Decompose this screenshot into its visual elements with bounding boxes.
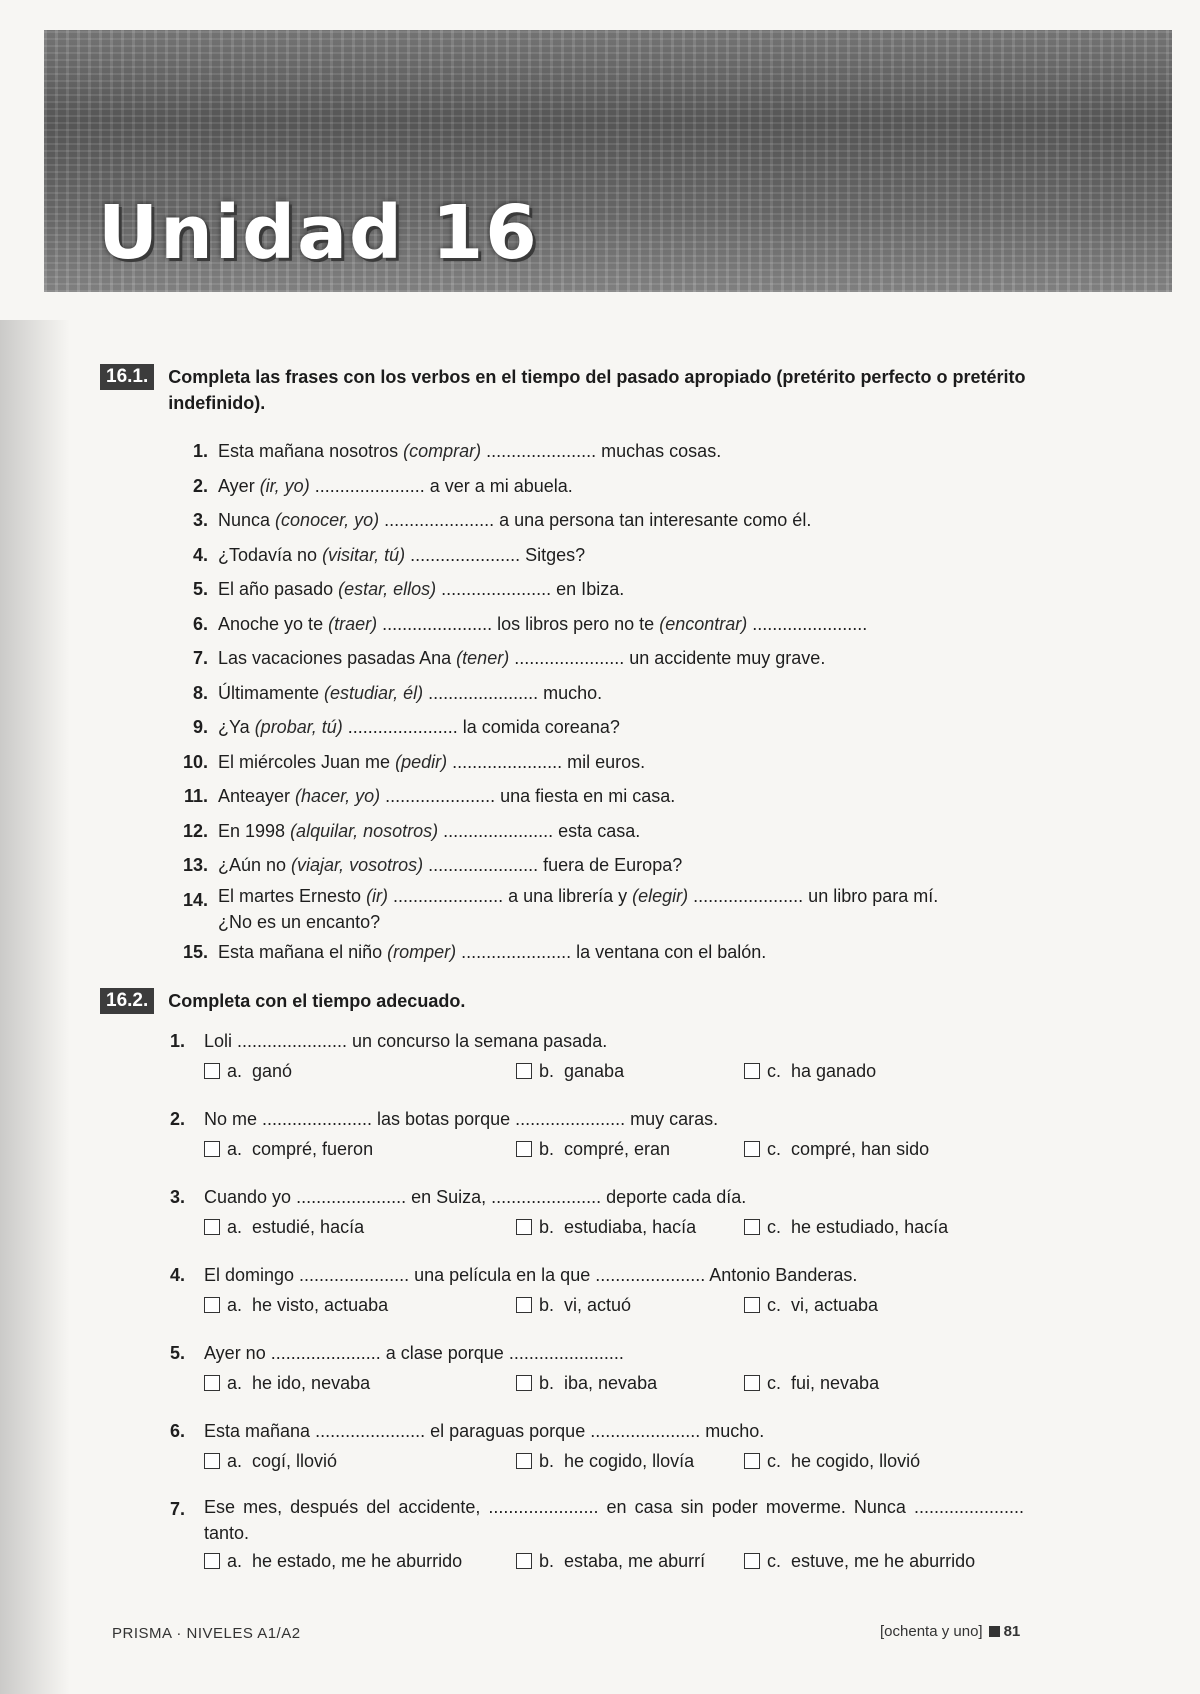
option-a[interactable] (204, 1546, 516, 1576)
sentence-text: Anoche yo te (218, 613, 329, 634)
item-sentence (218, 676, 1060, 711)
verb-hint: (elegir) (632, 885, 689, 906)
option-a[interactable] (204, 1134, 516, 1164)
checkbox-icon[interactable] (204, 1375, 220, 1391)
question-item (170, 1494, 1060, 1576)
option-letter: a. (227, 1217, 243, 1237)
exercise-header (100, 988, 1060, 1014)
verb-hint: (probar, tú) (254, 717, 343, 737)
footer-page (880, 1623, 1020, 1640)
question-stem (170, 1260, 1060, 1290)
sentence-line (218, 476, 573, 496)
sentence-text: ...................... a una persona tan interesante como él. (379, 510, 812, 530)
sentence-text: ...................... la ventana con el balón. (456, 941, 767, 962)
sentence-line (218, 545, 585, 565)
item-sentence (218, 538, 1060, 573)
item-number: 4. (170, 1265, 186, 1285)
option-letter: a. (227, 1061, 243, 1081)
option-c[interactable] (744, 1446, 920, 1476)
option-letter: a. (227, 1139, 243, 1159)
verb-hint: (ir) (366, 885, 389, 906)
sentence-text: ...................... en Ibiza. (436, 579, 625, 599)
checkbox-icon[interactable] (204, 1453, 220, 1469)
option-letter: c. (767, 1451, 782, 1471)
sentence-text: ...................... mucho. (423, 682, 603, 703)
option-letter: a. (227, 1551, 243, 1571)
sentence-text: ...................... Sitges? (405, 544, 586, 565)
checkbox-icon[interactable] (204, 1297, 220, 1313)
sentence-text: ¿Aún no (218, 855, 292, 875)
sentence-text: Últimamente (218, 682, 325, 703)
checkbox-icon[interactable] (516, 1375, 532, 1391)
option-c[interactable] (744, 1212, 948, 1242)
option-text: ganaba (564, 1061, 625, 1081)
option-letter: b. (539, 1217, 555, 1237)
item-number: 2. (192, 475, 208, 496)
option-b[interactable] (516, 1446, 744, 1476)
item-number: 5. (170, 1343, 186, 1363)
exercise-instruction: Completa con el tiempo adecuado. (168, 991, 466, 1011)
sentence-text: ...................... muchas cosas. (481, 441, 722, 461)
option-letter: c. (767, 1551, 782, 1571)
checkbox-icon[interactable] (204, 1219, 220, 1235)
sentence-text: Nunca (218, 510, 276, 530)
option-a[interactable] (204, 1056, 516, 1086)
sentence-line (218, 683, 602, 703)
answer-options (204, 1134, 1060, 1164)
question-text: Ese mes, después del accidente, ...................... en casa sin poder moverme. Nunca ...................... tanto. (204, 1497, 1024, 1543)
square-icon (989, 1626, 1000, 1637)
option-text: he cogido, llovió (791, 1451, 921, 1471)
list-item (100, 935, 1060, 970)
item-sentence (218, 469, 1060, 504)
sentence-line: ¿No es un encanto? (218, 911, 381, 932)
sentence-text: ¿Ya (218, 717, 255, 737)
item-sentence (218, 848, 1060, 883)
list-item (100, 434, 1060, 469)
answer-options (204, 1368, 1060, 1398)
list-item (100, 641, 1060, 676)
question-text: El domingo ...................... una película en la que ...................... Antonio Banderas. (204, 1265, 858, 1285)
option-letter: a. (227, 1295, 243, 1315)
sentence-text: ¿Todavía no (218, 544, 323, 565)
option-text: he visto, actuaba (252, 1295, 389, 1315)
option-text: vi, actuó (564, 1295, 632, 1315)
option-text: estaba, me aburrí (564, 1551, 706, 1571)
option-text: compré, eran (564, 1139, 671, 1159)
exercise-16-1 (100, 364, 1060, 969)
sentence-text: ...................... mil euros. (447, 751, 646, 772)
checkbox-icon[interactable] (516, 1219, 532, 1235)
sentence-text: ...................... fuera de Europa? (423, 855, 683, 875)
list-item (100, 745, 1060, 780)
option-letter: b. (539, 1373, 555, 1393)
option-b[interactable] (516, 1056, 744, 1086)
sentence-text: ...................... a ver a mi abuela. (309, 475, 573, 496)
option-text: estuve, me he aburrido (791, 1551, 976, 1571)
question-stem (170, 1182, 1060, 1212)
answer-options (204, 1446, 1060, 1476)
option-letter: a. (227, 1373, 243, 1393)
item-number: 14. (182, 889, 208, 910)
option-letter: c. (767, 1295, 782, 1315)
checkbox-icon[interactable] (204, 1141, 220, 1157)
checkbox-icon[interactable] (204, 1063, 220, 1079)
item-sentence (218, 641, 1060, 676)
list-item (100, 607, 1060, 642)
option-c[interactable] (744, 1368, 879, 1398)
option-a[interactable] (204, 1368, 516, 1398)
question-stem (170, 1416, 1060, 1446)
verb-hint: (traer) (328, 613, 378, 634)
checkbox-icon[interactable] (516, 1553, 532, 1569)
verb-hint: (visitar, tú) (322, 544, 406, 565)
option-letter: c. (767, 1061, 782, 1081)
option-letter: b. (539, 1295, 555, 1315)
sentence-text: En 1998 (218, 820, 291, 841)
checkbox-icon[interactable] (516, 1141, 532, 1157)
question-item (170, 1260, 1060, 1320)
sentence-text: Ayer (218, 475, 260, 496)
exercise-items (100, 434, 1060, 969)
checkbox-icon[interactable] (516, 1063, 532, 1079)
option-letter: b. (539, 1551, 555, 1571)
sentence-line (218, 614, 867, 634)
option-b[interactable] (516, 1212, 744, 1242)
verb-hint: (pedir) (395, 751, 448, 772)
checkbox-icon[interactable] (744, 1063, 760, 1079)
footer-page-words: [ochenta y uno] (880, 1623, 983, 1640)
option-text: he estudiado, hacía (791, 1217, 949, 1237)
unit-banner (44, 30, 1172, 292)
sentence-text: Esta mañana nosotros (218, 441, 404, 461)
list-item (100, 469, 1060, 504)
list-item (100, 572, 1060, 607)
option-letter: b. (539, 1061, 555, 1081)
option-c[interactable] (744, 1290, 878, 1320)
item-number: 11. (183, 786, 208, 806)
sentence-line (218, 717, 620, 737)
item-number: 3. (192, 510, 208, 530)
verb-hint: (comprar) (403, 441, 482, 461)
checkbox-icon[interactable] (516, 1297, 532, 1313)
sentence-text: ...................... los libros pero no te (377, 613, 660, 634)
item-number: 5. (192, 579, 208, 599)
unit-title: Unidad 16 (98, 190, 539, 276)
verb-hint: (viajar, vosotros) (291, 855, 424, 875)
question-text: Cuando yo ...................... en Suiza, ...................... deporte cada día. (204, 1187, 747, 1207)
option-text: fui, nevaba (791, 1373, 880, 1393)
item-sentence (218, 607, 1060, 642)
sentence-text: ...................... a una librería y (388, 885, 633, 906)
answer-options (204, 1290, 1060, 1320)
option-letter: c. (767, 1139, 782, 1159)
option-b[interactable] (516, 1290, 744, 1320)
option-letter: b. (539, 1139, 555, 1159)
item-number: 6. (192, 613, 208, 634)
option-a[interactable] (204, 1446, 516, 1476)
item-sentence (218, 935, 1060, 970)
sentence-line (218, 883, 1060, 909)
checkbox-icon[interactable] (744, 1297, 760, 1313)
page-edge-shadow (0, 320, 70, 1694)
question-item (170, 1104, 1060, 1164)
option-text: compré, fueron (252, 1139, 374, 1159)
question-stem (170, 1338, 1060, 1368)
sentence-text: El miércoles Juan me (218, 751, 396, 772)
option-text: vi, actuaba (791, 1295, 879, 1315)
option-b[interactable] (516, 1546, 744, 1576)
sentence-text: ...................... la comida coreana? (342, 717, 620, 737)
option-text: estudiaba, hacía (564, 1217, 697, 1237)
option-c[interactable] (744, 1056, 876, 1086)
question-text: Ayer no ...................... a clase porque ....................... (204, 1343, 624, 1363)
verb-hint: (hacer, yo) (295, 786, 381, 806)
item-number: 7. (170, 1499, 186, 1519)
list-item (100, 710, 1060, 745)
list-item (100, 503, 1060, 538)
answer-options (204, 1546, 1060, 1576)
sentence-line (218, 752, 645, 772)
option-text: ganó (252, 1061, 293, 1081)
option-letter: c. (767, 1217, 782, 1237)
option-c[interactable] (744, 1546, 975, 1576)
checkbox-icon[interactable] (516, 1453, 532, 1469)
question-stem (170, 1104, 1060, 1134)
question-stem (170, 1026, 1060, 1056)
option-letter: b. (539, 1451, 555, 1471)
item-number: 9. (192, 717, 208, 737)
option-b[interactable] (516, 1134, 744, 1164)
question-item (170, 1416, 1060, 1476)
sentence-line (218, 510, 811, 530)
verb-hint: (tener) (456, 648, 510, 668)
sentence-text: Las vacaciones pasadas Ana (218, 648, 457, 668)
exercise-instruction: Completa las frases con los verbos en el tiempo del pasado apropiado (pretérito perfecto o pretérito indefinido). (168, 367, 1026, 413)
item-sentence (218, 710, 1060, 745)
list-item (100, 848, 1060, 883)
item-number: 4. (192, 544, 208, 565)
answer-options (204, 1212, 1060, 1242)
verb-hint: (ir, yo) (259, 475, 310, 496)
item-number: 12. (182, 820, 208, 841)
item-sentence (218, 572, 1060, 607)
sentence-line (218, 648, 825, 668)
item-number: 13. (182, 855, 208, 875)
sentence-text: ...................... un libro para mí. (688, 885, 939, 906)
list-item (100, 538, 1060, 573)
option-letter: c. (767, 1373, 782, 1393)
checkbox-icon[interactable] (744, 1141, 760, 1157)
sentence-text: Esta mañana el niño (218, 941, 388, 962)
sentence-text: ...................... esta casa. (438, 820, 641, 841)
sentence-text: ...................... un accidente muy grave. (509, 648, 826, 668)
option-text: ha ganado (791, 1061, 877, 1081)
list-item (100, 676, 1060, 711)
checkbox-icon[interactable] (744, 1219, 760, 1235)
option-text: he estado, me he aburrido (252, 1551, 463, 1571)
sentence-line (218, 942, 766, 962)
item-sentence (218, 779, 1060, 814)
sentence-text: ....................... (747, 613, 868, 634)
question-item (170, 1338, 1060, 1398)
checkbox-icon[interactable] (204, 1553, 220, 1569)
verb-hint: (conocer, yo) (275, 510, 380, 530)
list-item (100, 814, 1060, 849)
footer-book-title: PRISMA · NIVELES A1/A2 (112, 1625, 301, 1642)
verb-hint: (estar, ellos) (338, 579, 437, 599)
item-number: 10. (182, 751, 208, 772)
sentence-line (218, 821, 640, 841)
checkbox-icon[interactable] (744, 1553, 760, 1569)
item-number: 7. (192, 648, 208, 668)
item-number: 1. (192, 441, 208, 461)
option-letter: a. (227, 1451, 243, 1471)
option-c[interactable] (744, 1134, 929, 1164)
item-sentence (218, 434, 1060, 469)
sentence-line (218, 441, 721, 461)
item-sentence (218, 814, 1060, 849)
item-sentence (218, 503, 1060, 538)
question-text: No me ...................... las botas porque ...................... muy caras. (204, 1109, 719, 1129)
sentence-text: Anteayer (218, 786, 296, 806)
option-text: compré, han sido (791, 1139, 930, 1159)
question-stem (170, 1494, 1060, 1546)
checkbox-icon[interactable] (744, 1453, 760, 1469)
item-sentence (218, 883, 1060, 935)
list-item (100, 779, 1060, 814)
option-text: he cogido, llovía (564, 1451, 695, 1471)
item-sentence (218, 745, 1060, 780)
item-number: 3. (170, 1187, 186, 1207)
option-b[interactable] (516, 1368, 744, 1398)
option-a[interactable] (204, 1290, 516, 1320)
item-number: 1. (170, 1031, 186, 1051)
exercise-badge: 16.2. (100, 988, 154, 1014)
verb-hint: (estudiar, él) (324, 682, 424, 703)
option-text: iba, nevaba (564, 1373, 658, 1393)
item-number: 8. (192, 682, 208, 703)
option-text: estudié, hacía (252, 1217, 365, 1237)
exercise-items (100, 1026, 1060, 1576)
list-item (100, 883, 1060, 935)
item-number: 2. (170, 1109, 186, 1129)
exercise-16-2 (100, 988, 1060, 1594)
verb-hint: (alquilar, nosotros) (290, 820, 439, 841)
sentence-text: ...................... una fiesta en mi casa. (380, 786, 676, 806)
item-number: 6. (170, 1421, 186, 1441)
exercise-badge: 16.1. (100, 364, 154, 390)
sentence-line (218, 786, 675, 806)
question-item (170, 1182, 1060, 1242)
checkbox-icon[interactable] (744, 1375, 760, 1391)
page-number: 81 (1003, 1623, 1021, 1640)
question-item (170, 1026, 1060, 1086)
answer-options (204, 1056, 1060, 1086)
verb-hint: (romper) (387, 941, 457, 962)
question-text: Esta mañana ...................... el paraguas porque ...................... mucho. (204, 1421, 765, 1441)
exercise-header (100, 364, 1060, 416)
option-a[interactable] (204, 1212, 516, 1242)
sentence-line (218, 579, 624, 599)
question-text: Loli ...................... un concurso la semana pasada. (204, 1031, 608, 1051)
sentence-text: El martes Ernesto (218, 885, 367, 906)
option-text: cogí, llovió (252, 1451, 338, 1471)
item-number: 15. (182, 941, 208, 962)
option-text: he ido, nevaba (252, 1373, 371, 1393)
sentence-line (218, 855, 682, 875)
sentence-text: El año pasado (218, 579, 339, 599)
verb-hint: (encontrar) (659, 613, 748, 634)
